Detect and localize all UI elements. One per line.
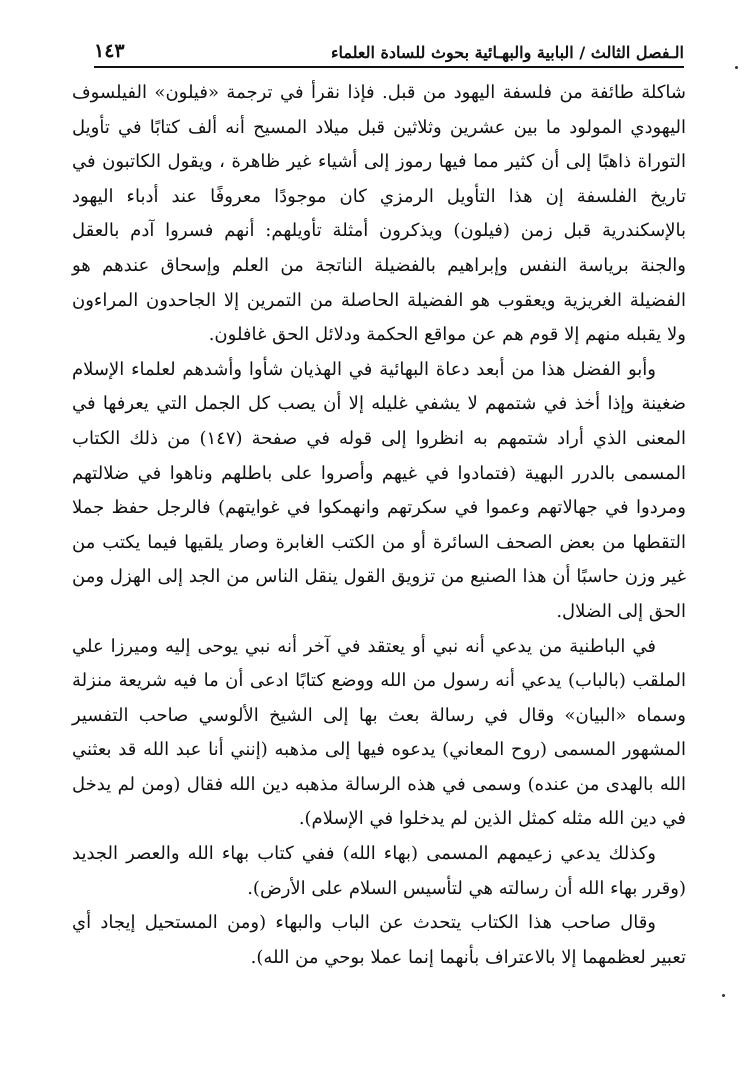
paragraph-5: وقال صاحب هذا الكتاب يتحدث عن الباب والبهاء (ومن المستحيل إيجاد أي تعبير لعظمهما إلا بالاعتراف بأنهما إنما عملا بوحي من الله). [72, 912, 686, 968]
scan-speck [735, 66, 738, 69]
paragraph-2: وأبو الفضل هذا من أبعد دعاة البهائية في الهذيان شأوا وأشدهم لعلماء الإسلام ضغينة وإذا أخذ في شتمهم لا يشفي غليله إلا أن يصب كل الجمل التي يعرفها في المعنى الذي أراد شتمهم به انظروا إلى قوله في صفحة (١٤٧) من ذلك الكتاب المسمى بالدرر البهية (فتمادوا في غيهم وأصروا على باطلهم وناهوا في ضلالتهم ومردوا في جهالاتهم وعموا في سكرتهم وانهمكوا في غوايتهم) فالرجل حفظ جملا التقطها من بعض الصحف السائرة أو من الكتب الغابرة وصار يلقيها فيما يكتب من غير وزن حاسبًا أن هذا الصنيع من تزويق القول ينقل الناس من الجد إلى الهزل ومن الحق إلى الضلال. [72, 358, 686, 622]
paragraph-4: وكذلك يدعي زعيمهم المسمى (بهاء الله) ففي كتاب بهاء الله والعصر الجديد (وقرر بهاء الله أن رسالته هي لتأسيس السلام على الأرض). [72, 843, 686, 899]
running-header [94, 38, 684, 68]
paragraph-1: شاكلة طائفة من فلسفة اليهود من قبل. فإذا نقرأ في ترجمة «فيلون» الفيلسوف اليهودي المولود ما بين عشرين وثلاثين قبل ميلاد المسيح أنه ألف كتابًا في تأويل التوراة ذاهبًا إلى أن كثير مما فيها رموز إلى أشياء غير ظاهرة ، ويقول الكاتبون في تاريخ الفلسفة إن هذا التأويل الرمزي كان موجودًا معروفًا عند أدباء اليهود بالإسكندرية قبل زمن (فيلون) ويذكرون أمثلة تأويلهم: أنهم فسروا آدم بالعقل والجنة برياسة النفس وإبراهيم بالفضيلة الناتجة من العلم وإسحاق عندهم هو الفضيلة الغريزية ويعقوب هو الفضيلة الحاصلة من التمرين إلا الجاحدون المراءون ولا يقبله منهم إلا قوم هم عن مواقع الحكمة ودلائل الحق غافلون. [72, 82, 686, 346]
paragraph-3: في الباطنية من يدعي أنه نبي أو يعتقد في آخر أنه نبي يوحى إليه وميرزا علي الملقب (بالباب) يدعي أنه رسول من الله ووضع كتابًا ادعى أن ما فيه شريعة منزلة وسماه «البيان» وقال في رسالة بعث بها إلى الشيخ الألوسي صاحب التفسير المشهور المسمى (روح المعاني) يدعوه فيها إلى مذهبه (إنني أنا عبد الله قد بعثني الله بالهدى من عنده) وسمى في هذه الرسالة مذهبه دين الله فقال (ومن لم يدخل في دين الله مثله كمثل الذين لم يدخلوا في الإسلام). [72, 635, 686, 830]
scan-speck [722, 994, 725, 997]
body-text [72, 76, 686, 975]
chapter-title: الـفصل الثالث / البابية والبهـائية بحوث للسادة العلماء [330, 43, 684, 62]
page-number: ١٤٣ [94, 40, 125, 62]
